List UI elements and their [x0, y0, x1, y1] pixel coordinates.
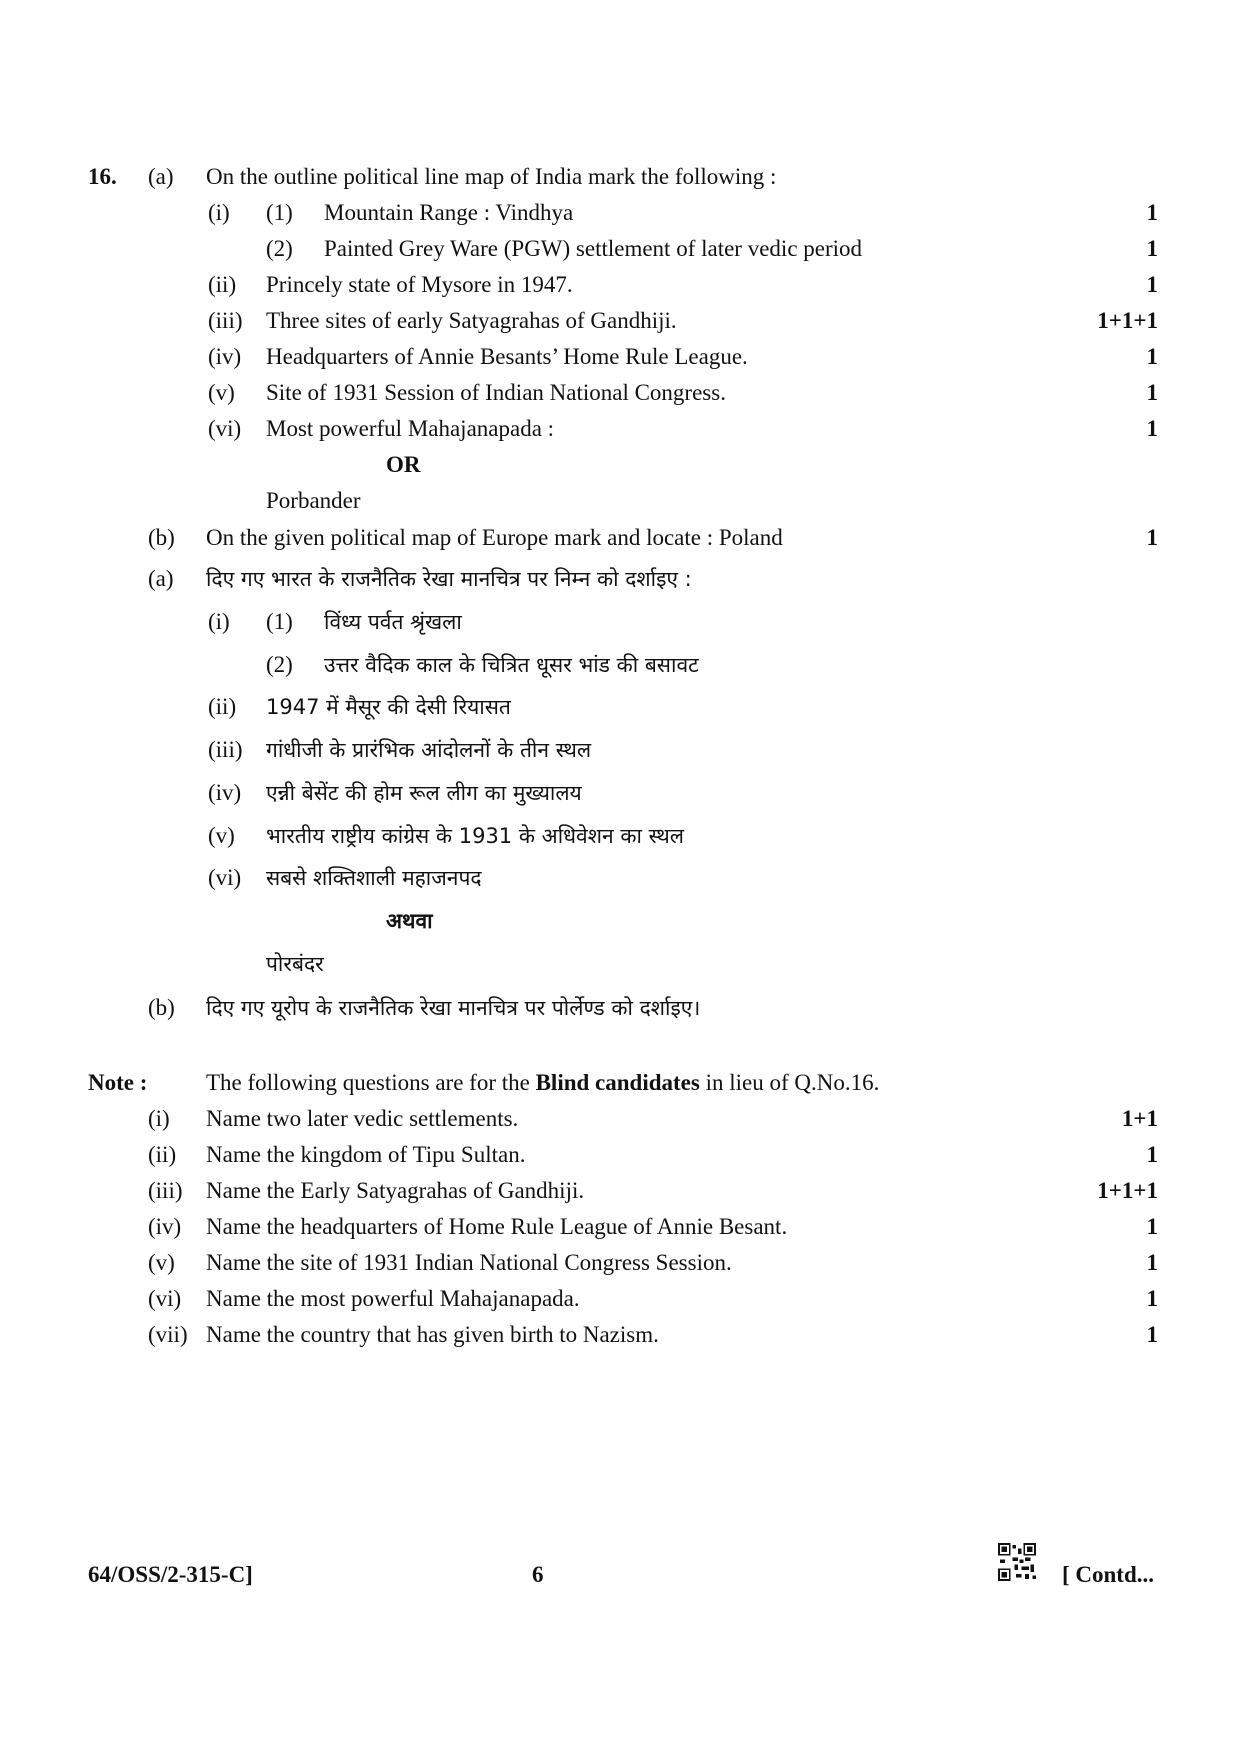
paper-code: 64/OSS/2-315-C]: [88, 1562, 253, 1587]
item-text: Name two later vedic settlements.: [206, 1106, 519, 1131]
item-text: Princely state of Mysore in 1947.: [266, 272, 573, 297]
item-marks: 1+1+1: [1097, 308, 1158, 333]
hindi-item-row: [0, 648, 1240, 682]
item-text: Name the kingdom of Tipu Sultan.: [206, 1142, 526, 1167]
item-text: विंध्य पर्वत श्रृंखला: [324, 610, 462, 634]
qr-code-icon: [998, 1543, 1036, 1581]
item-roman: (v): [208, 380, 235, 405]
item-roman: (i): [148, 1106, 170, 1131]
item-roman: (iii): [208, 308, 243, 333]
hindi-part-b-row: [0, 991, 1240, 1025]
part-b-label: (b): [148, 525, 175, 550]
note-row: [0, 1066, 1240, 1100]
item-roman: (vii): [148, 1322, 188, 1347]
note-item-row: [0, 1138, 1240, 1172]
hindi-item-row: [0, 861, 1240, 895]
item-row: [0, 304, 1240, 338]
item-marks: 1: [1146, 1142, 1158, 1167]
item-text: एन्नी बेसेंट की होम रूल लीग का मुख्यालय: [266, 781, 582, 805]
item-marks: 1: [1146, 200, 1158, 225]
item-roman: (iv): [148, 1214, 182, 1239]
part-b-marks: 1: [1146, 525, 1158, 550]
item-text: Name the country that has given birth to Nazism.: [206, 1322, 659, 1347]
note-item-row: [0, 1282, 1240, 1316]
hindi-item-row: [0, 819, 1240, 853]
item-sub: (1): [266, 609, 293, 634]
item-text: Name the headquarters of Home Rule League of Annie Besant.: [206, 1214, 788, 1239]
item-row: [0, 376, 1240, 410]
item-roman: (i): [208, 609, 230, 634]
note-text: The following questions are for the Blind candidates in lieu of Q.No.16.: [206, 1070, 880, 1095]
item-marks: 1: [1146, 1214, 1158, 1239]
item-sub: (1): [266, 200, 293, 225]
note-item-row: [0, 1174, 1240, 1208]
item-roman: (ii): [208, 272, 237, 297]
or-option-row: [0, 484, 1240, 518]
hindi-part-b-label: (b): [148, 995, 175, 1020]
item-marks: 1: [1146, 1322, 1158, 1347]
item-marks: 1: [1146, 344, 1158, 369]
hindi-item-row: [0, 605, 1240, 639]
item-text: उत्तर वैदिक काल के चित्रित धूसर भांड की बसावट: [324, 653, 699, 677]
item-roman: (v): [148, 1250, 175, 1275]
hindi-or-option-row: [0, 947, 1240, 981]
hindi-part-a-label: (a): [148, 566, 174, 591]
item-text: Name the site of 1931 Indian National Congress Session.: [206, 1250, 732, 1275]
item-row: [0, 268, 1240, 302]
item-roman: (iii): [148, 1178, 183, 1203]
item-roman: (v): [208, 823, 235, 848]
item-row: [0, 232, 1240, 266]
part-b-row: [0, 521, 1240, 555]
hindi-part-b-text: दिए गए यूरोप के राजनैतिक रेखा मानचित्र पर पोर्लेण्ड को दर्शाइए।: [206, 996, 701, 1020]
page-number: 6: [532, 1562, 544, 1587]
hindi-item-row: [0, 690, 1240, 724]
note-item-row: [0, 1318, 1240, 1352]
hindi-or-option-text: पोरबंदर: [266, 952, 324, 976]
or-option-text: Porbander: [266, 488, 361, 513]
item-roman: (vi): [208, 416, 242, 441]
question-number: 16.: [88, 164, 117, 189]
item-marks: 1: [1146, 1250, 1158, 1275]
item-marks: 1+1: [1121, 1106, 1158, 1131]
hindi-part-a-instruction: दिए गए भारत के राजनैतिक रेखा मानचित्र पर निम्न को दर्शाइए :: [206, 567, 692, 591]
contd-label: [ Contd...: [1062, 1562, 1155, 1587]
item-text: सबसे शक्तिशाली महाजनपद: [266, 866, 482, 890]
item-text: Name the most powerful Mahajanapada.: [206, 1286, 580, 1311]
item-roman: (iv): [208, 344, 242, 369]
item-roman: (ii): [208, 694, 237, 719]
item-roman: (iv): [208, 780, 242, 805]
or-label: OR: [386, 452, 421, 477]
note-label: Note :: [88, 1070, 148, 1095]
note-item-row: [0, 1210, 1240, 1244]
item-roman: (ii): [148, 1142, 177, 1167]
part-a-label: (a): [148, 164, 174, 189]
item-roman: (vi): [208, 865, 242, 890]
note-bold-text: Blind candidates: [535, 1070, 700, 1095]
item-roman: (vi): [148, 1286, 182, 1311]
hindi-or-label: अथवा: [386, 909, 433, 933]
item-row: [0, 196, 1240, 230]
item-text: भारतीय राष्ट्रीय कांग्रेस के 1931 के अधिवेशन का स्थल: [266, 824, 684, 848]
item-text: गांधीजी के प्रारंभिक आंदोलनों के तीन स्थल: [266, 738, 592, 762]
hindi-or-row: [0, 904, 1240, 938]
note-item-row: [0, 1102, 1240, 1136]
part-b-text: On the given political map of Europe mark and locate : Poland: [206, 525, 783, 550]
hindi-item-row: [0, 776, 1240, 810]
item-text: Three sites of early Satyagrahas of Gandhiji.: [266, 308, 677, 333]
item-roman: (i): [208, 200, 230, 225]
hindi-item-row: [0, 733, 1240, 767]
item-text: 1947 में मैसूर की देसी रियासत: [266, 695, 511, 719]
item-marks: 1+1+1: [1097, 1178, 1158, 1203]
item-marks: 1: [1146, 272, 1158, 297]
item-sub: (2): [266, 236, 293, 261]
item-text: Name the Early Satyagrahas of Gandhiji.: [206, 1178, 585, 1203]
item-text: Headquarters of Annie Besants’ Home Rule League.: [266, 344, 748, 369]
item-sub: (2): [266, 652, 293, 677]
item-row: [0, 340, 1240, 374]
hindi-part-a-row: [0, 562, 1240, 596]
item-text: Most powerful Mahajanapada :: [266, 416, 555, 441]
item-marks: 1: [1146, 1286, 1158, 1311]
item-text: Site of 1931 Session of Indian National Congress.: [266, 380, 726, 405]
item-marks: 1: [1146, 236, 1158, 261]
part-a-instruction: On the outline political line map of India mark the following :: [206, 164, 777, 189]
note-item-row: [0, 1246, 1240, 1280]
or-row: [0, 448, 1240, 482]
item-roman: (iii): [208, 737, 243, 762]
q16-header-row: [0, 160, 1240, 194]
item-row: [0, 412, 1240, 446]
item-text: Mountain Range : Vindhya: [324, 200, 574, 225]
item-text: Painted Grey Ware (PGW) settlement of later vedic period: [324, 236, 863, 261]
item-marks: 1: [1146, 380, 1158, 405]
item-marks: 1: [1146, 416, 1158, 441]
